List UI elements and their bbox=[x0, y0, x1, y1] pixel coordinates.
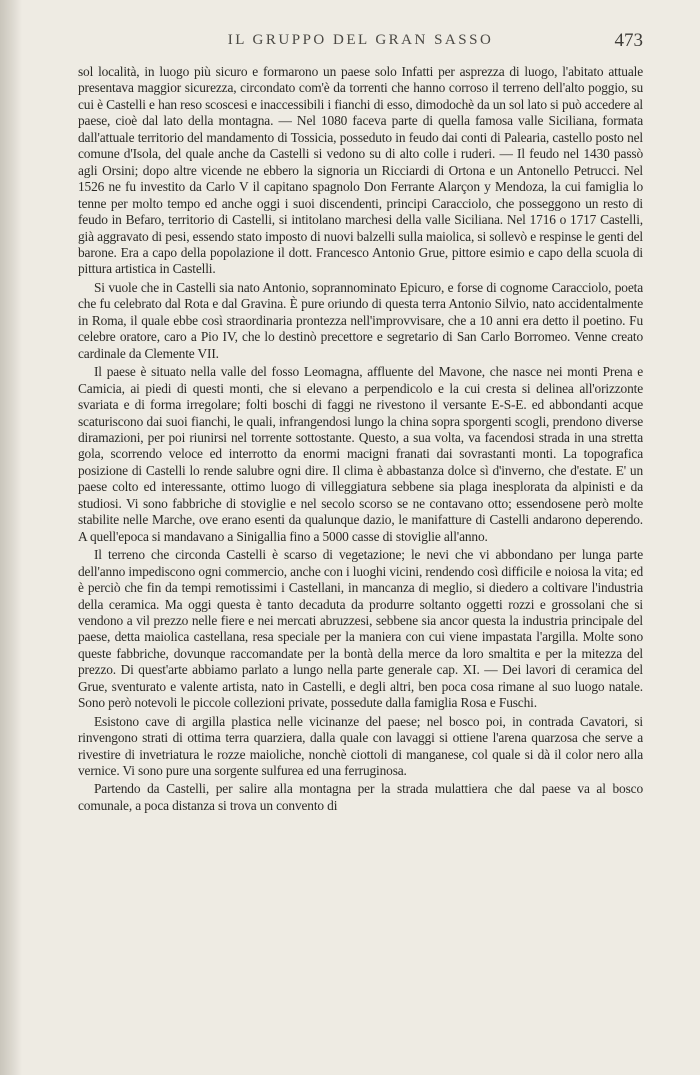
paragraph: Partendo da Castelli, per salire alla montagna per la strada mulattiera che dal paese va al bosco comunale, a poca distanza si trova un convento di bbox=[78, 781, 643, 813]
running-title: IL GRUPPO DEL GRAN SASSO bbox=[227, 32, 494, 48]
page-number: 473 bbox=[614, 30, 643, 51]
paragraph: Esistono cave di argilla plastica nelle vicinanze del paese; nel bosco poi, in contrada Cavatori, si rinvengono strati di ottima terra quarziera, dalla quale con lavaggi si ottiene l'arena quarzosa che serve a rivestire di invetriatura le rozze maioliche, nonchè ciottoli di manganese, col quale si dà il color nero alla vernice. Vi sono pure una sorgente sulfurea ed una ferruginosa. bbox=[78, 713, 643, 779]
paragraph: Il paese è situato nella valle del fosso Leomagna, affluente del Mavone, che nasce nei monti Prena e Camicia, ai piedi di questi monti, che si elevano a perpendicolo e la cui cresta si delinea all'orizzonte svariata e di forma irregolare; folti boschi di faggi ne rivestono il versante E-S-E. ed abbondanti acque scaturiscono dai suoi fianchi, le quali, infrangendosi lungo la china sopra sporgenti scogli, prendono diverse diramazioni, per poi riunirsi nel torrente sottostante. Questo, a sua volta, va facendosi strada in una stretta gola, scorrendo veloce ed interrotto da enormi macigni franati dai sovrastanti monti. La topografica posizione di Castelli lo rende salubre ogni dire. Il clima è abbastanza dolce sì d'inverno, che d'estate. E' un paese colto ed interessante, ottimo luogo di villeggiatura sebbene sia plaga inesplorata da alpinisti e da studiosi. Vi sono fabbriche di stoviglie e nel secolo scorso se ne contavano otto; essendosene però molte stabilite nelle Marche, ove erano esenti da qualunque dazio, le manifatture di Castelli andarono deperendo. A quell'epoca si mandavano a Sinigallia fino a 5000 casse di stoviglie all'anno. bbox=[78, 364, 643, 544]
paragraph: Il terreno che circonda Castelli è scarso di vegetazione; le nevi che vi abbondano per lunga parte dell'anno impediscono ogni commercio, anche con i luoghi vicini, rendendo così difficile e noiosa la vita; ed è perciò che fin da tempi remotissimi i Castellani, in mancanza di meglio, si diedero a coltivare l'industria della ceramica. Ma oggi questa è tanto decaduta da produrre soltanto oggetti rozzi e grossolani che si vendono a vil prezzo nelle fiere e nei mercati abruzzesi, sebbene sia ancor questa la industria principale del paese, detta maiolica castellana, resa speciale per la maniera con cui viene impastata l'argilla. Molte sono queste fabbriche, dovunque raccomandate per la bontà della merce da loro smaltita e per la mitezza del prezzo. Di quest'arte abbiamo parlato a lungo nella parte generale cap. XI. — Dei lavori di ceramica del Grue, sventurato e valente artista, nato in Castelli, e degli altri, ben poca cosa rimane al suo luogo natale. Sono però notevoli le piccole collezioni private, possedute dalla famiglia Rosa e Fuschi. bbox=[78, 547, 643, 711]
body-text bbox=[78, 64, 643, 816]
page-gutter bbox=[0, 0, 22, 1075]
paragraph: sol località, in luogo più sicuro e formarono un paese solo Infatti per asprezza di luogo, l'abitato attuale presentava maggior sicurezza, circondato com'è da torrenti che hanno corroso il terreno dell'alto poggio, su cui è Castelli e han reso scoscesi e inaccessibili i fianchi di esso, dimodochè da un sol lato si può accedere al paese, cioè dal lato della montagna. — Nel 1080 faceva parte di quella famosa valle Siciliana, formata dall'attuale territorio del mandamento di Tossicia, posseduto in feudo dai conti di Palearia, castello posto nel comune d'Isola, del quale anche da Castelli si vedono su di alto colle i ruderi. — Il feudo nel 1430 passò agli Orsini; dopo altre vicende ne ebbero la signoria un Ricciardi di Ortona e un Antonello Petrucci. Nel 1526 ne fu investito da Carlo V il capitano spagnolo Don Ferrante Alarçon y Mendoza, la cui famiglia lo tenne per molto tempo ed anche oggi i suoi discendenti, principi Caracciolo, che posseggono un resto di feudo in Befaro, territorio di Castelli, si intitolano marchesi della valle Siciliana. Nel 1716 o 1717 Castelli, già aggravato di pesi, essendo stato imposto di nuovi balzelli sulla maiolica, si sollevò e respinse le genti del barone. Era a capo della popolazione il dott. Francesco Antonio Grue, pittore esimio e capo della scuola di pittura artistica in Castelli. bbox=[78, 64, 643, 277]
paragraph: Si vuole che in Castelli sia nato Antonio, soprannominato Epicuro, e forse di cognome Caracciolo, poeta che fu celebrato dal Rota e dal Gravina. È pure oriundo di questa terra Antonio Silvio, nato accidentalmente in Roma, il quale ebbe così straordinaria prontezza nell'improvvisare, che a 10 anni era detto il poetino. Fu celebre oratore, caro a Pio IV, che lo destinò precettore e segretario di San Carlo Borromeo. Venne creato cardinale da Clemente VII. bbox=[78, 279, 643, 361]
page-header bbox=[78, 30, 643, 56]
